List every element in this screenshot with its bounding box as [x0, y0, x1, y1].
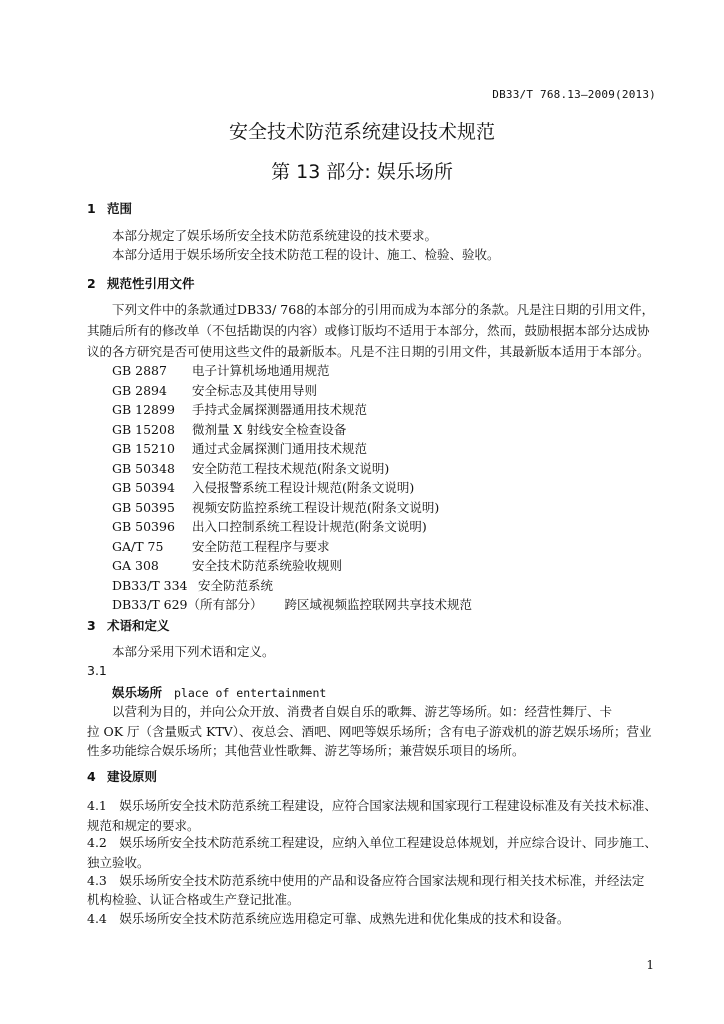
paragraph: 本部分规定了娱乐场所安全技术防范系统建设的技术要求。 [112, 228, 438, 243]
reference-code: GB 50396 [112, 519, 175, 534]
section-3-heading [87, 616, 170, 634]
reference-code: GB 15210 [112, 441, 175, 456]
reference-code: GB 12899 [112, 402, 175, 417]
page-number: 1 [646, 958, 654, 972]
clause-4-2-line: 独立验收。 [87, 855, 150, 870]
section-title: 术语和定义 [107, 618, 170, 633]
reference-title: 电子计算机场地通用规范 [192, 363, 330, 378]
reference-title: 出入口控制系统工程设计规范(附条文说明) [192, 519, 427, 534]
term-number: 3.1 [87, 663, 107, 678]
reference-item [112, 420, 346, 438]
reference-item [112, 595, 472, 613]
reference-title: 跨区域视频监控联网共享技术规范 [284, 597, 473, 612]
section-title: 规范性引用文件 [107, 276, 195, 291]
reference-item [112, 517, 427, 535]
paragraph-line: 下列文件中的条款通过DB33/ 768的本部分的引用而成为本部分的条款。凡是注日期的引用文件， [112, 302, 655, 317]
reference-title: 入侵报警系统工程设计规范(附条文说明) [192, 480, 415, 495]
document-title: 安全技术防范系统建设技术规范 [228, 121, 495, 143]
clause-4-2-line: 4.2 娱乐场所安全技术防范系统工程建设，应纳入单位工程建设总体规划，并应综合设计、同步施工、 [87, 835, 657, 850]
term-english: place of entertainment [174, 686, 327, 700]
section-number: 3 [87, 618, 96, 633]
standard-number: DB33/T 768.13—2009(2013) [492, 88, 656, 101]
reference-item [112, 381, 317, 399]
section-1-heading [87, 199, 132, 217]
section-title: 建设原则 [107, 769, 158, 784]
definition-line: 以营利为目的，并向公众开放、消费者自娱自乐的歌舞、游艺等场所。如：经营性舞厅、卡 [112, 704, 613, 719]
reference-code: GB 50394 [112, 480, 175, 495]
reference-code: GB 50395 [112, 499, 175, 515]
reference-title: 安全技术防范系统验收规则 [192, 558, 343, 573]
definition-line: 性多功能综合娱乐场所；其他营业性歌舞、游艺等场所；兼营娱乐项目的场所。 [87, 743, 525, 758]
paragraph-line: 其随后所有的修改单（不包括勘误的内容）或修订版均不适用于本部分，然而，鼓励根据本部分达成协 [87, 323, 650, 338]
clause-4-1-line: 4.1 娱乐场所安全技术防范系统工程建设，应符合国家法规和国家现行工程建设标准及有关技术标准、 [87, 798, 657, 813]
paragraph-line: 议的各方研究是否可使用这些文件的最新版本。凡是不注日期的引用文件，其最新版本适用于本部分。 [87, 344, 650, 359]
section-number: 1 [87, 201, 96, 216]
reference-item [112, 459, 389, 477]
reference-title: 安全标志及其使用导则 [192, 382, 318, 398]
reference-item [112, 400, 367, 418]
reference-title: 安全防范工程程序与要求 [192, 538, 330, 554]
reference-title: 通过式金属探测门通用技术规范 [192, 441, 368, 456]
term-entry [112, 683, 326, 701]
section-title: 范围 [107, 201, 133, 216]
reference-code: GA/T 75 [112, 538, 164, 554]
clause-4-1-line: 规范和规定的要求。 [87, 818, 200, 833]
reference-title: 视频安防监控系统工程设计规范(附条文说明) [192, 499, 440, 515]
reference-title: 手持式金属探测器通用技术规范 [192, 402, 368, 417]
reference-item [112, 439, 367, 457]
reference-code: GA 308 [112, 558, 159, 573]
section-number: 2 [87, 276, 96, 291]
reference-item [112, 478, 414, 496]
reference-code: GB 50348 [112, 460, 175, 476]
reference-title: 微剂量 X 射线安全检查设备 [192, 421, 347, 437]
reference-code: DB33/T 334 [112, 577, 188, 593]
clause-4-3-line: 4.3 娱乐场所安全技术防范系统中使用的产品和设备应符合国家法规和现行相关技术标准，并经法定 [87, 873, 645, 888]
section-2-heading [87, 274, 195, 292]
clause-4-3-line: 机构检验、认证合格或生产登记批准。 [87, 892, 300, 907]
reference-item [112, 537, 330, 555]
paragraph: 本部分采用下列术语和定义。 [112, 644, 275, 659]
definition-line: 拉 OK 厅（含量贩式 KTV）、夜总会、酒吧、网吧等娱乐场所；含有电子游戏机的游艺娱乐场所；营业 [87, 724, 652, 739]
term-chinese: 娱乐场所 [112, 685, 163, 700]
reference-item [112, 576, 273, 594]
reference-item [112, 556, 342, 574]
reference-item [112, 498, 439, 516]
reference-title: 安全防范系统 [198, 577, 274, 593]
part-title: 第 13 部分: 娱乐场所 [271, 161, 453, 183]
reference-item [112, 361, 330, 379]
paragraph: 本部分适用于娱乐场所安全技术防范工程的设计、施工、检验、验收。 [112, 247, 500, 262]
section-4-heading [87, 767, 157, 785]
section-number: 4 [87, 769, 96, 784]
clause-4-4-line: 4.4 娱乐场所安全技术防范系统应选用稳定可靠、成熟先进和优化集成的技术和设备。 [87, 911, 570, 926]
reference-code: GB 2894 [112, 382, 167, 398]
reference-code: GB 15208 [112, 421, 175, 437]
reference-title: 安全防范工程技术规范(附条文说明) [192, 460, 390, 476]
reference-code: DB33/T 629（所有部分） [112, 597, 263, 612]
reference-code: GB 2887 [112, 363, 167, 378]
